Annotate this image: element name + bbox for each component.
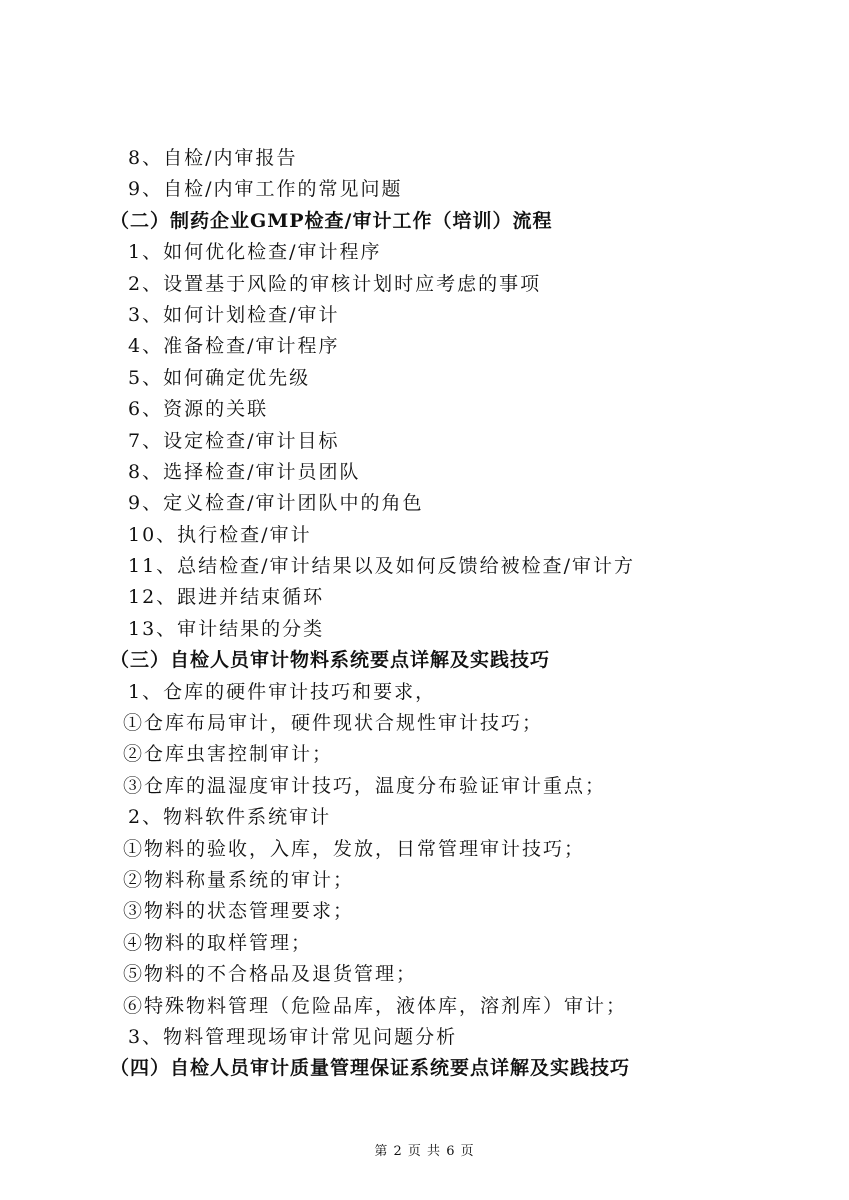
page-footer: 第 2 页 共 6 页	[374, 1144, 475, 1159]
list-item: ⑥特殊物料管理（危险品库，液体库，溶剂库）审计；	[123, 994, 628, 1017]
list-item: 9、定义检查/审计团队中的角色	[128, 492, 424, 515]
list-item: ③仓库的温湿度审计技巧，温度分布验证审计重点；	[123, 774, 607, 797]
list-item: 3、物料管理现场审计常见问题分析	[128, 1025, 458, 1048]
list-item: 7、设定检查/审计目标	[128, 429, 340, 452]
list-item: 4、准备检查/审计程序	[128, 335, 340, 358]
list-item: 5、如何确定优先级	[128, 366, 311, 389]
document-body	[0, 143, 849, 1085]
outline-list	[0, 143, 849, 1085]
list-item: ⑤物料的不合格品及退货管理；	[123, 963, 418, 986]
list-item: 9、自检/内审工作的常见问题	[128, 178, 403, 201]
list-item: ①物料的验收，入库，发放，日常管理审计技巧；	[123, 837, 586, 860]
list-item: ②物料称量系统的审计；	[123, 868, 355, 891]
list-item: 6、资源的关联	[128, 398, 269, 421]
list-item: 1、仓库的硬件审计技巧和要求，	[128, 680, 437, 703]
list-item: ①仓库布局审计，硬件现状合规性审计技巧；	[123, 712, 544, 735]
list-item: 1、如何优化检查/审计程序	[128, 241, 382, 264]
section-heading: （四）自检人员审计质量管理保证系统要点详解及实践技巧	[110, 1057, 631, 1080]
section-heading: （二）制药企业GMP检查/审计工作（培训）流程	[110, 209, 553, 232]
list-item: 8、自检/内审报告	[128, 147, 298, 169]
list-item: 13、审计结果的分类	[128, 617, 325, 640]
list-item: ②仓库虫害控制审计；	[123, 743, 334, 766]
list-item: 10、执行检查/审计	[128, 523, 312, 546]
section-heading: （三）自检人员审计物料系统要点详解及实践技巧	[110, 649, 551, 672]
list-item: 2、物料软件系统审计	[128, 806, 332, 829]
list-item: 8、选择检查/审计员团队	[128, 460, 361, 483]
list-item: 11、总结检查/审计结果以及如何反馈给被检查/审计方	[128, 555, 635, 578]
list-item: 12、跟进并结束循环	[128, 586, 325, 609]
list-item: ③物料的状态管理要求；	[123, 900, 355, 923]
list-item: 3、如何计划检查/审计	[128, 303, 340, 326]
list-item: ④物料的取样管理；	[123, 931, 313, 954]
list-item: 2、设置基于风险的审核计划时应考虑的事项	[128, 272, 542, 295]
